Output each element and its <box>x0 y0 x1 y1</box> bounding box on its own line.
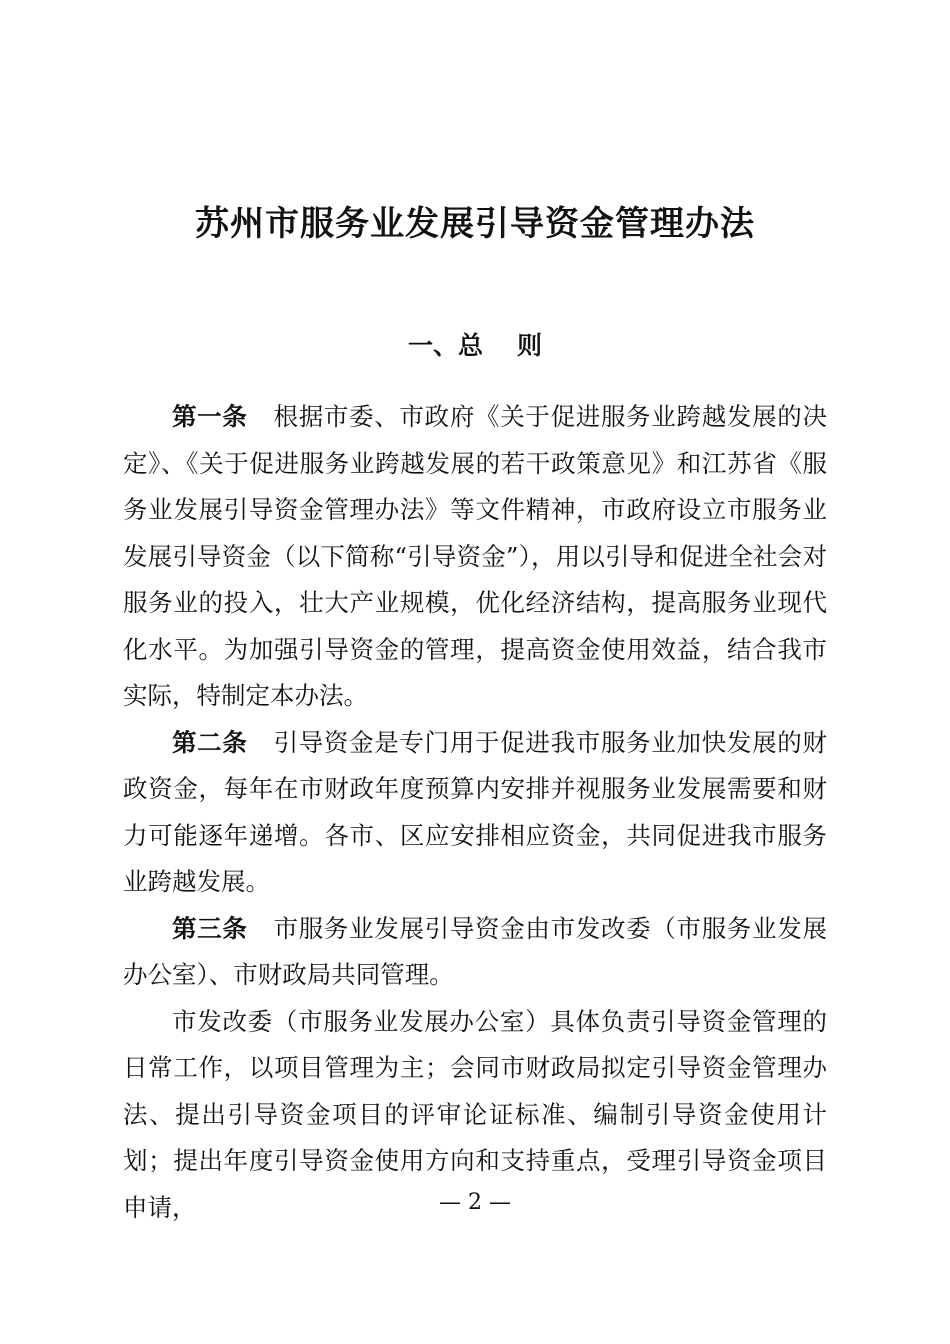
section-number: 一、总 <box>407 331 483 360</box>
article-text: 引导资金是专门用于促进我市服务业加快发展的财政资金，每年在市财政年度预算内安排并视服务业发展需要和财力可能逐年递增。各市、区应安排相应资金，共同促进我市服务业跨越发展。 <box>123 727 827 896</box>
document-body <box>123 394 827 1231</box>
article-label: 第三条 <box>172 913 248 943</box>
article-paragraph <box>123 394 827 720</box>
article-paragraph <box>123 720 827 906</box>
article-text: 根据市委、市政府《关于促进服务业跨越发展的决定》、《关于促进服务业跨越发展的若干政策意见》和江苏省《服务业发展引导资金管理办法》等文件精神，市政府设立市服务业发展引导资金（以下简称“引导资金”），用以引导和促进全社会对服务业的投入，壮大产业规模，优化经济结构，提高服务业现代化水平。为加强引导资金的管理，提高资金使用效益，结合我市实际，特制定本办法。 <box>123 402 827 710</box>
section-name: 则 <box>517 331 543 360</box>
document-title: 苏州市服务业发展引导资金管理办法 <box>195 204 755 244</box>
page-number: — 2 — <box>439 1190 511 1215</box>
paragraph-text: 市发改委（市服务业发展办公室）具体负责引导资金管理的日常工作，以项目管理为主；会同市财政局拟定引导资金管理办法、提出引导资金项目的评审论证标准、编制引导资金使用计划；提出年度引导资金使用方向和支持重点，受理引导资金项目申请， <box>123 1006 827 1222</box>
article-label: 第一条 <box>172 402 248 431</box>
section-heading <box>0 326 950 362</box>
article-paragraph <box>123 906 827 999</box>
article-text: 市服务业发展引导资金由市发改委（市服务业发展办公室）、市财政局共同管理。 <box>123 913 827 989</box>
article-label: 第二条 <box>172 727 248 757</box>
